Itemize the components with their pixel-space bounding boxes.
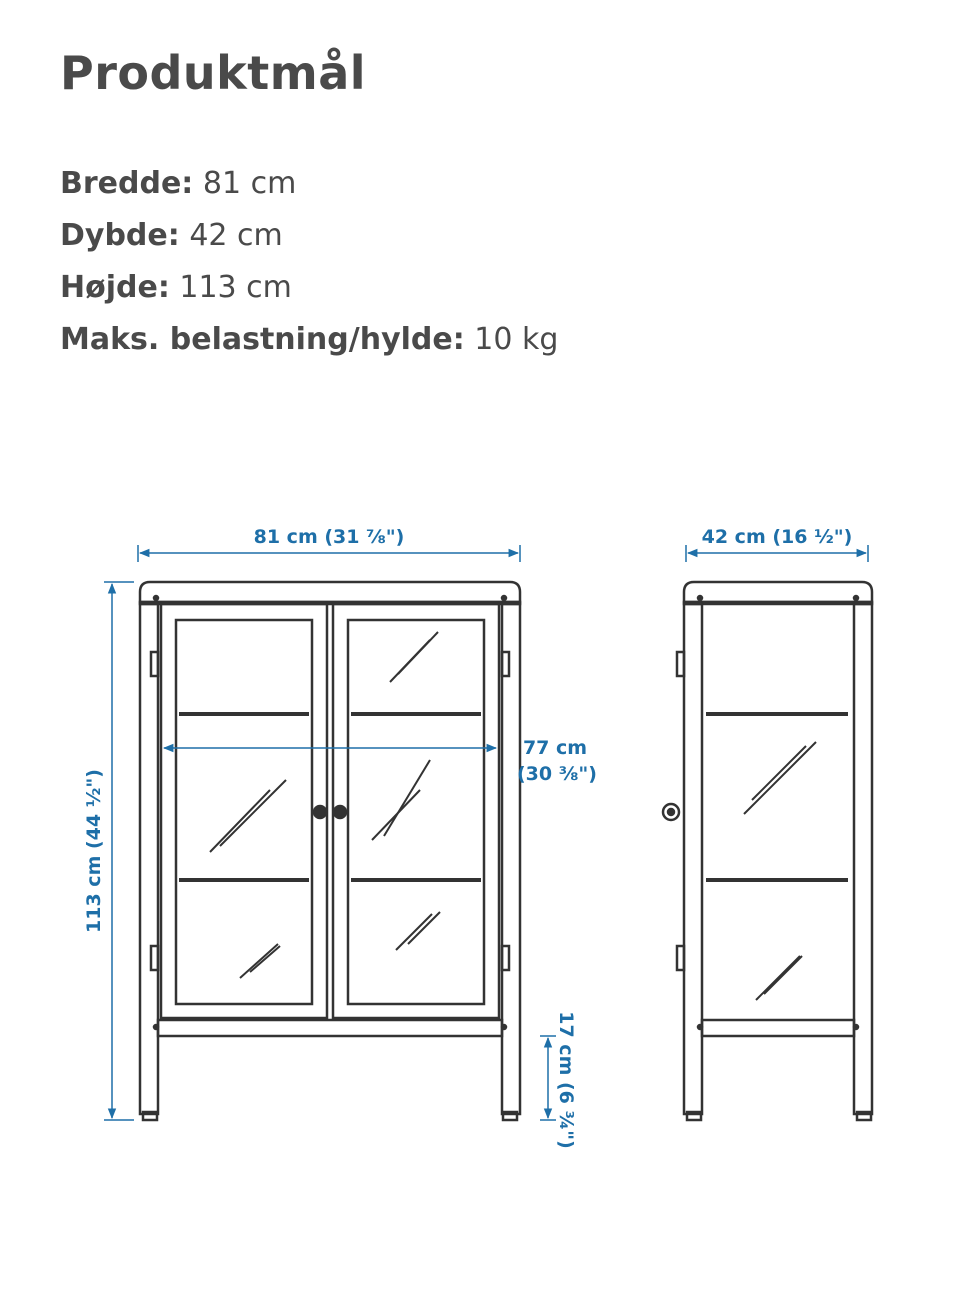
spec-depth (60, 210, 558, 262)
depth-dimension-label: 42 cm (16 ½") (701, 526, 853, 548)
front-view-drawing (140, 582, 520, 1120)
spec-label: Højde: (60, 270, 170, 305)
spec-value: 10 kg (474, 322, 559, 357)
spec-value: 113 cm (179, 270, 292, 305)
spec-label: Dybde: (60, 218, 180, 253)
inner-width-label-line1: 77 cm (522, 737, 588, 759)
side-view-drawing (663, 582, 872, 1120)
spec-width (60, 158, 558, 210)
spec-list (60, 158, 558, 366)
spec-label: Maks. belastning/hylde: (60, 322, 465, 357)
spec-label: Bredde: (60, 166, 194, 201)
dimension-diagram (0, 500, 960, 1200)
spec-value: 42 cm (189, 218, 283, 253)
dimension-lines (104, 545, 868, 1120)
page-title: Produktmål (60, 46, 366, 100)
leg-height-dimension-label: 17 cm (6 ¾") (555, 1011, 577, 1149)
spec-value: 81 cm (202, 166, 297, 201)
width-dimension-label: 81 cm (31 ⅞") (253, 526, 405, 548)
spec-height (60, 262, 558, 314)
height-dimension-label: 113 cm (44 ½") (83, 769, 105, 933)
inner-width-label-line2: (30 ⅜") (517, 763, 597, 785)
spec-max-load (60, 314, 558, 366)
